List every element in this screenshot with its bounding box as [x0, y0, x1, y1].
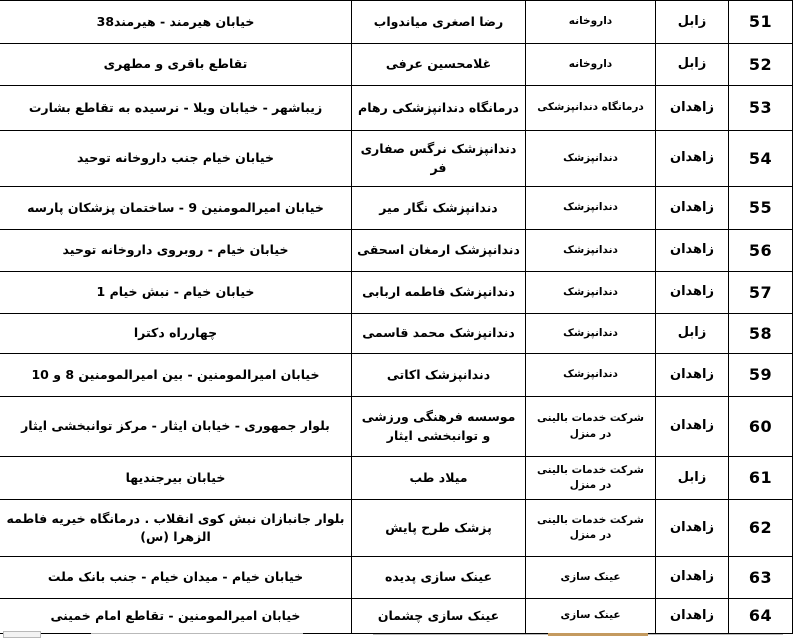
cell-name: درمانگاه دندانپزشکی رهام: [352, 86, 526, 131]
cell-category: شرکت خدمات بالینی در منزل: [526, 457, 656, 500]
cell-name: دندانپزشک ارمغان اسحقی: [352, 230, 526, 272]
cell-name: عینک سازی پدیده: [352, 557, 526, 599]
cell-address: خیابان امیرالمومنین 9 - ساختمان پزشکان پارسه: [0, 187, 352, 230]
table-row: [0, 86, 793, 131]
cell-address: خیابان خیام - روبروی داروخانه توحید: [0, 230, 352, 272]
table-row: [0, 397, 793, 457]
providers-table-body: [0, 1, 793, 634]
cell-category: شرکت خدمات بالینی در منزل: [526, 500, 656, 557]
cell-name: دندانپزشک نگار میر: [352, 187, 526, 230]
cell-category: شرکت خدمات بالینی در منزل: [526, 397, 656, 457]
cell-address: خیابان امیرالمومنین - بین امیرالمومنین 8 و 10: [0, 354, 352, 397]
cell-city: زاهدان: [656, 599, 729, 634]
cell-category: عینک سازی: [526, 599, 656, 634]
next-row-partial-accent: [548, 633, 648, 636]
cell-row-number: 63: [729, 557, 793, 599]
cell-city: زاهدان: [656, 187, 729, 230]
table-row: [0, 354, 793, 397]
table-row: [0, 272, 793, 314]
cell-name: دندانپزشک نرگس صفاری فر: [352, 131, 526, 187]
table-row: [0, 457, 793, 500]
cell-address: تقاطع باقری و مطهری: [0, 44, 352, 86]
cell-name: موسسه فرهنگی ورزشی و توانبخشی ایثار: [352, 397, 526, 457]
table-row: [0, 500, 793, 557]
table-row: [0, 44, 793, 86]
cell-address: خیابان بیرجندیها: [0, 457, 352, 500]
cell-name: رضا اصغری میاندواب: [352, 1, 526, 44]
cell-row-number: 61: [729, 457, 793, 500]
cell-name: عینک سازی چشمان: [352, 599, 526, 634]
cell-row-number: 58: [729, 314, 793, 354]
cell-row-number: 55: [729, 187, 793, 230]
cell-name: دندانپزشک فاطمه اربابی: [352, 272, 526, 314]
cell-name: پزشک طرح پایش: [352, 500, 526, 557]
cell-name: دندانپزشک محمد قاسمی: [352, 314, 526, 354]
table-row: [0, 314, 793, 354]
cell-city: زاهدان: [656, 500, 729, 557]
cell-category: دندانپزشک: [526, 187, 656, 230]
cell-city: زاهدان: [656, 354, 729, 397]
table-row: [0, 599, 793, 634]
table-row: [0, 1, 793, 44]
cell-row-number: 51: [729, 1, 793, 44]
cell-city: زابل: [656, 1, 729, 44]
cell-address: خیابان خیام - نبش خیام 1: [0, 272, 352, 314]
cell-address: بلوار جمهوری - خیابان ایثار - مرکز توانبخشی ایثار: [0, 397, 352, 457]
cell-name: میلاد طب: [352, 457, 526, 500]
cell-address: زیباشهر - خیابان ویلا - نرسیده به تقاطع بشارت: [0, 86, 352, 131]
cell-city: زاهدان: [656, 397, 729, 457]
cell-city: زاهدان: [656, 86, 729, 131]
table-row: [0, 230, 793, 272]
cell-name: غلامحسین عرفی: [352, 44, 526, 86]
cell-row-number: 54: [729, 131, 793, 187]
cell-city: زابل: [656, 314, 729, 354]
next-row-partial-cell: [3, 631, 41, 638]
cell-row-number: 60: [729, 397, 793, 457]
cell-category: دندانپزشک: [526, 272, 656, 314]
cell-address: خیابان هیرمند - هیرمند38: [0, 1, 352, 44]
cell-address: بلوار جانبازان نبش کوی انقلاب . درمانگاه خیریه فاطمه الزهرا (س): [0, 500, 352, 557]
cell-city: زاهدان: [656, 272, 729, 314]
table-row: [0, 187, 793, 230]
table-row: [0, 557, 793, 599]
cell-row-number: 52: [729, 44, 793, 86]
cell-row-number: 53: [729, 86, 793, 131]
cell-city: زابل: [656, 457, 729, 500]
cell-category: داروخانه: [526, 1, 656, 44]
cell-city: زابل: [656, 44, 729, 86]
cell-address: خیابان خیام جنب داروخانه توحید: [0, 131, 352, 187]
cell-category: عینک سازی: [526, 557, 656, 599]
table-row: [0, 131, 793, 187]
cell-row-number: 56: [729, 230, 793, 272]
cell-category: دندانپزشک: [526, 131, 656, 187]
cell-city: زاهدان: [656, 230, 729, 272]
next-row-partial-border: [91, 633, 303, 634]
cell-category: دندانپزشک: [526, 354, 656, 397]
cell-address: خیابان امیرالمومنین - تقاطع امام خمینی: [0, 599, 352, 634]
cell-category: داروخانه: [526, 44, 656, 86]
cell-city: زاهدان: [656, 131, 729, 187]
cell-row-number: 59: [729, 354, 793, 397]
cell-category: دندانپزشک: [526, 314, 656, 354]
cell-name: دندانپزشک اکاتی: [352, 354, 526, 397]
cell-category: درمانگاه دندانپزشکی: [526, 86, 656, 131]
cell-address: خیابان خیام - میدان خیام - جنب بانک ملت: [0, 557, 352, 599]
cell-address: چهارراه دکترا: [0, 314, 352, 354]
cell-category: دندانپزشک: [526, 230, 656, 272]
cell-row-number: 62: [729, 500, 793, 557]
cell-row-number: 64: [729, 599, 793, 634]
cell-city: زاهدان: [656, 557, 729, 599]
cell-row-number: 57: [729, 272, 793, 314]
